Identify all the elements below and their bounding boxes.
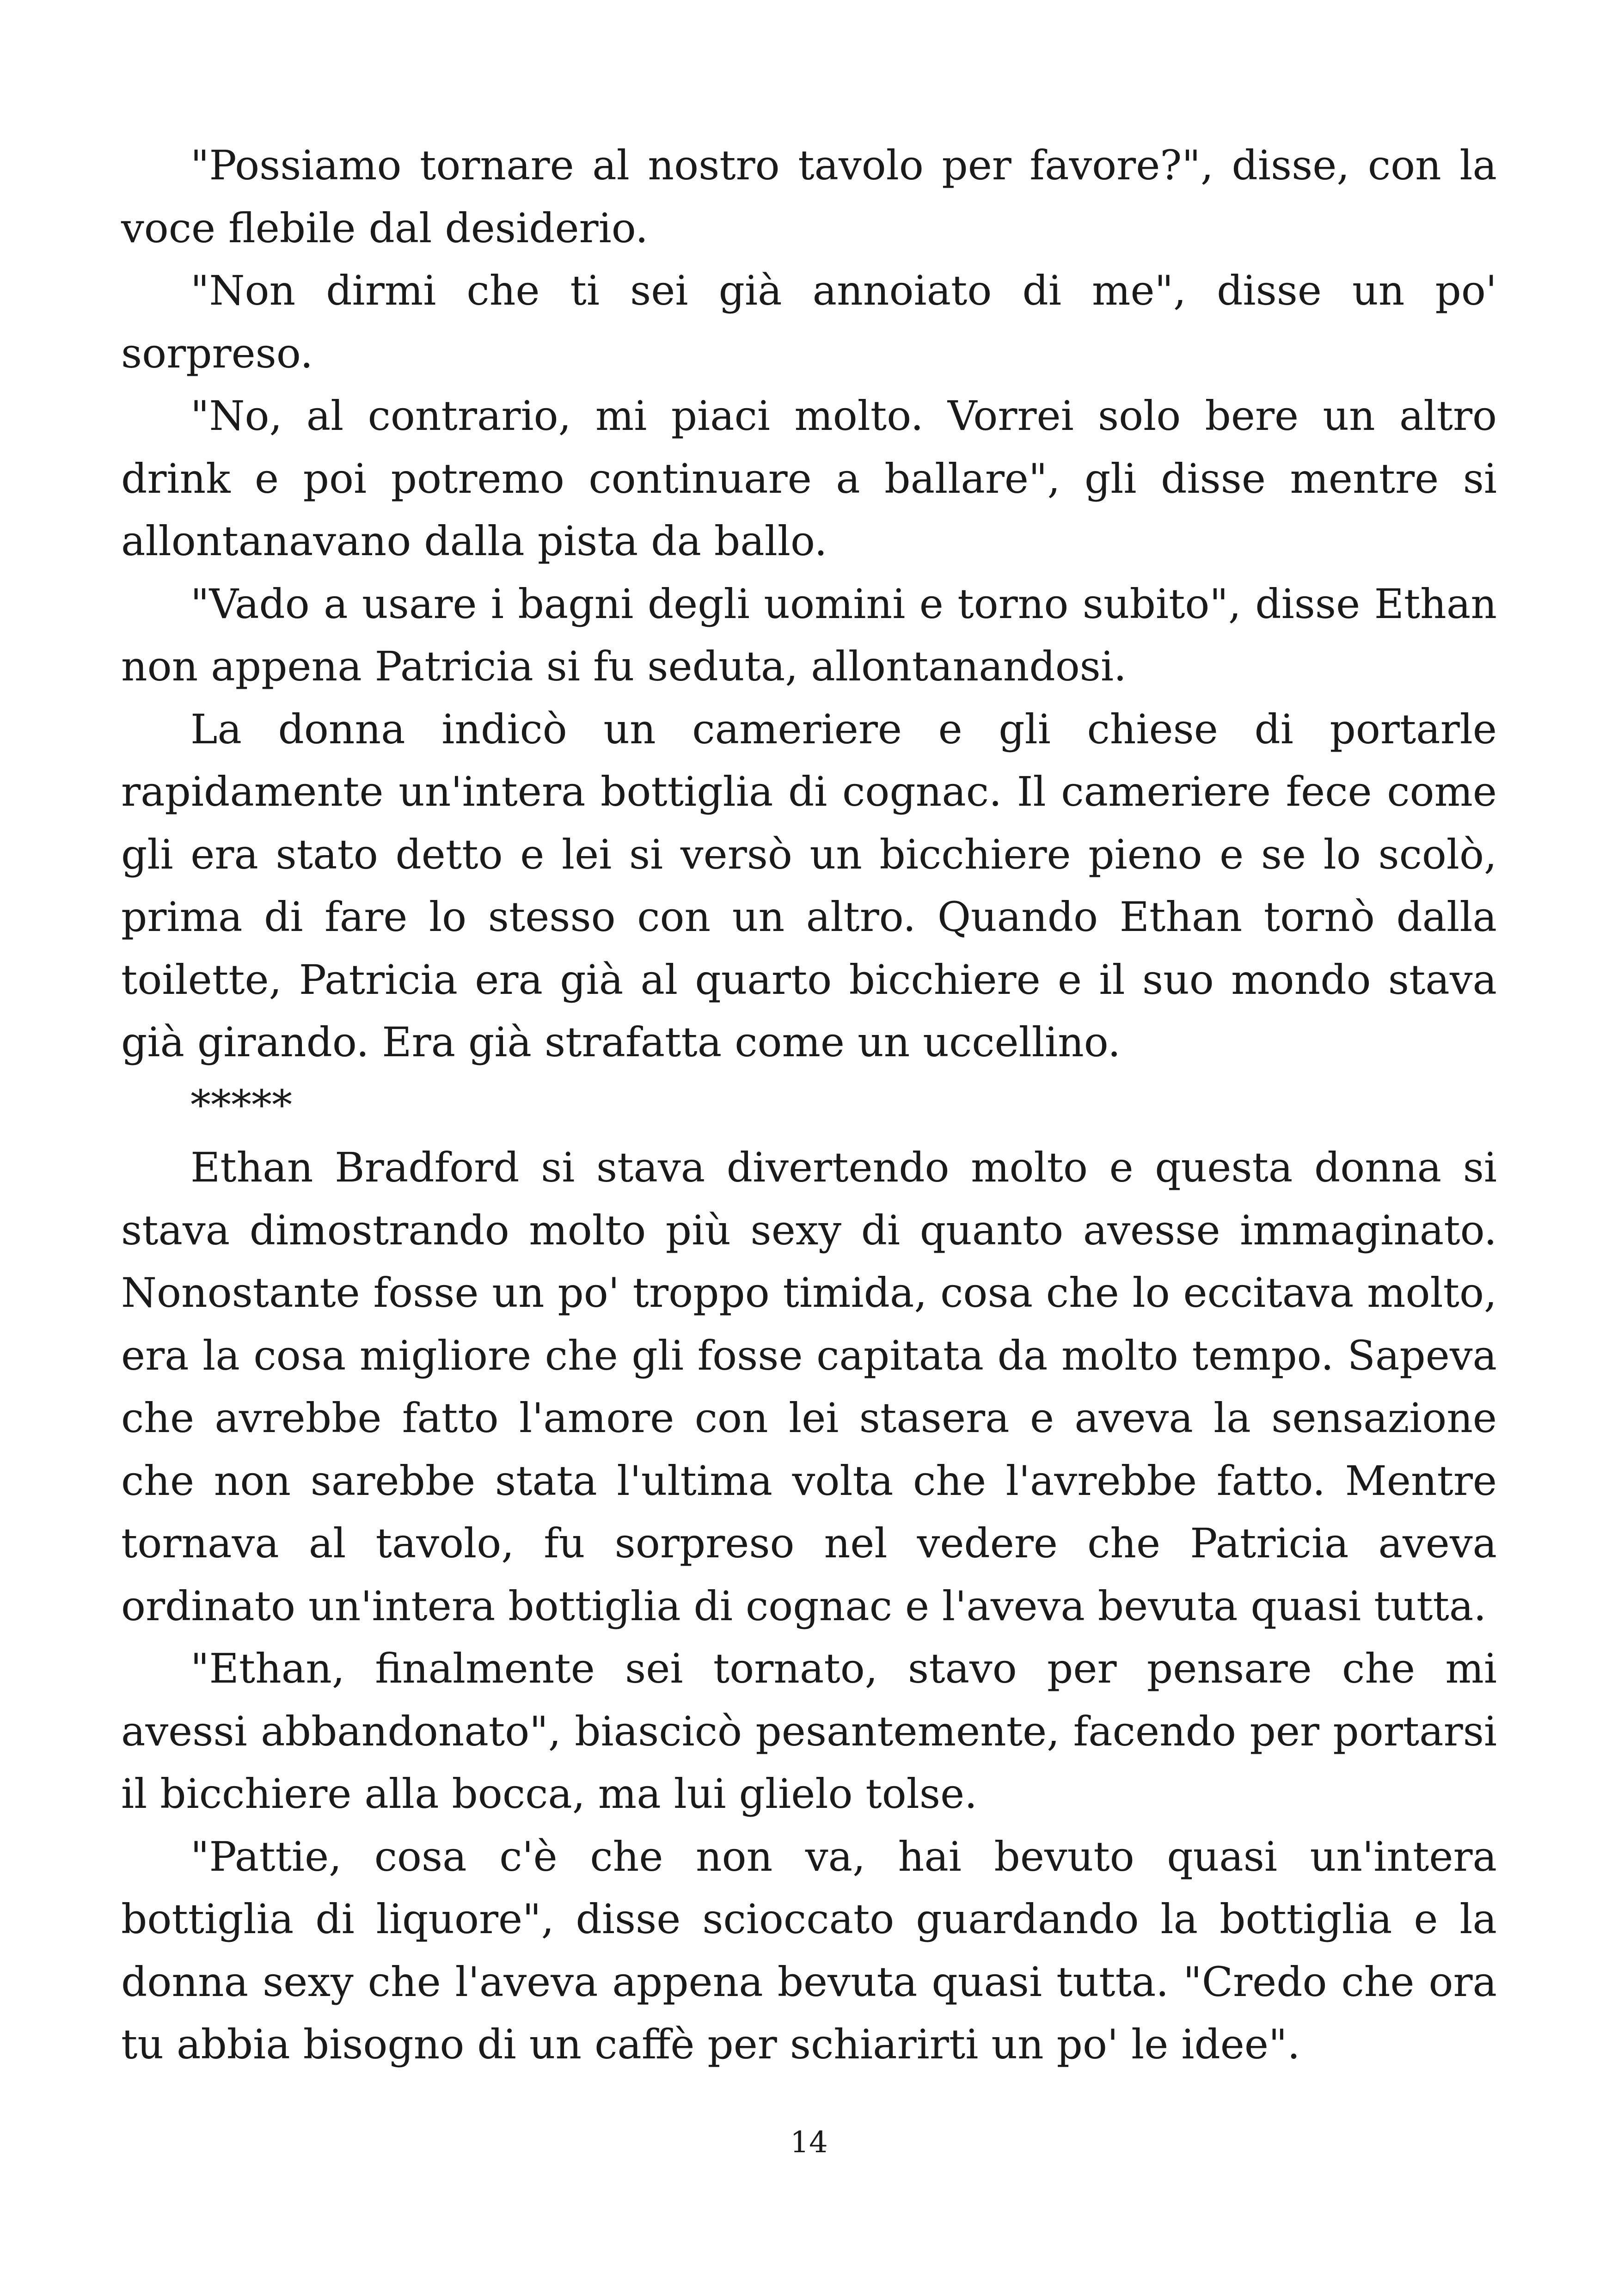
paragraph: "Possiamo tornare al nostro tavolo per favore?", disse, con la voce flebile dal desiderio. (121, 141, 1497, 252)
paragraph: "Vado a usare i bagni degli uomini e torno subito", disse Ethan non appena Patricia si fu seduta, allontanandosi. (121, 580, 1497, 690)
paragraph: La donna indicò un cameriere e gli chiese di portarle rapidamente un'intera bottiglia di cognac. Il cameriere fece come gli era stato detto e lei si versò un bicchiere pieno e se lo scolò, prima di fare lo stesso con un altro. Quando Ethan tornò dalla toilette, Patricia era già al quarto bicchiere e il suo mondo stava già girando. Era già strafatta come un uccellino. (121, 705, 1497, 1066)
scene-break: ***** (190, 1081, 292, 1129)
page-number: 14 (790, 2125, 828, 2160)
paragraph: Ethan Bradford si stava divertendo molto e questa donna si stava dimostrando molto più sexy di quanto avesse immaginato. Nonostante fosse un po' troppo timida, cosa che lo eccitava molto, era la cosa migliore che gli fosse capitata da molto tempo. Sapeva che avrebbe fatto l'amore con lei stasera e aveva la sensazione che non sarebbe stata l'ultima volta che l'avrebbe fatto. Mentre tornava al tavolo, fu sorpreso nel vedere che Patricia aveva ordinato un'intera bottiglia di cognac e l'aveva bevuta quasi tutta. (121, 1144, 1497, 1630)
paragraph: "Non dirmi che ti sei già annoiato di me", disse un po' sorpreso. (121, 267, 1497, 377)
paragraph: "Ethan, finalmente sei tornato, stavo per pensare che mi avessi abbandonato", biascicò pesantemente, facendo per portarsi il bicchiere alla bocca, ma lui glielo tolse. (121, 1645, 1497, 1818)
paragraph: "No, al contrario, mi piaci molto. Vorrei solo bere un altro drink e poi potremo continuare a ballare", gli disse mentre si allontanavano dalla pista da ballo. (121, 392, 1497, 565)
paragraph: "Pattie, cosa c'è che non va, hai bevuto quasi un'intera bottiglia di liquore", disse scioccato guardando la bottiglia e la donna sexy che l'aveva appena bevuta quasi tutta. "Credo che ora tu abbia bisogno di un caffè per schiarirti un po' le idee". (121, 1832, 1497, 2068)
body-text (121, 134, 1497, 2076)
